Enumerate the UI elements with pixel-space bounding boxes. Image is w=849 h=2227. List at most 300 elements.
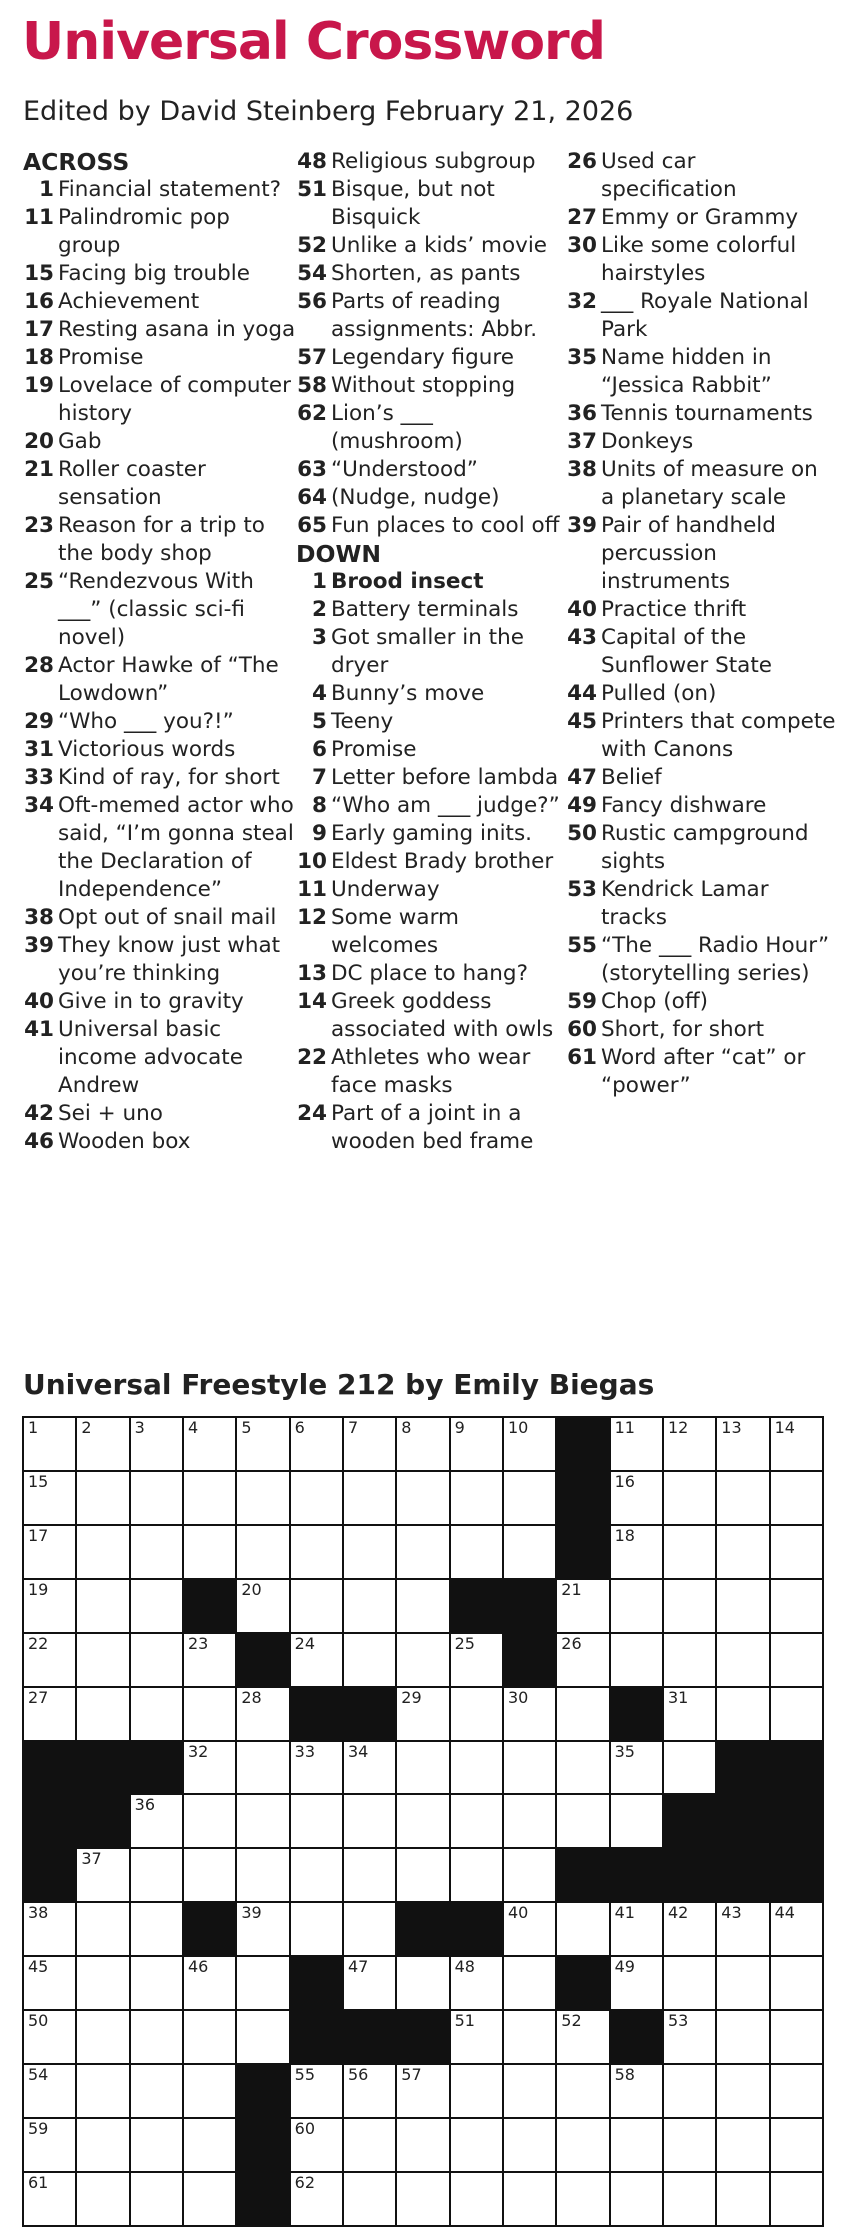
grid-cell[interactable] bbox=[291, 1742, 344, 1796]
grid-cell[interactable] bbox=[77, 2119, 130, 2173]
grid-cell[interactable] bbox=[131, 1849, 184, 1903]
grid-cell[interactable] bbox=[237, 1903, 290, 1957]
down-clue-7[interactable] bbox=[296, 764, 566, 792]
across-clue-15[interactable] bbox=[23, 260, 298, 288]
cell-number: 36 bbox=[134, 1795, 156, 1815]
grid-cell[interactable] bbox=[24, 1580, 77, 1634]
grid-cell[interactable] bbox=[451, 1418, 504, 1472]
grid-cell[interactable] bbox=[771, 1903, 824, 1957]
down-clue-22[interactable] bbox=[296, 1044, 566, 1100]
clue-column-2 bbox=[296, 148, 566, 1156]
down-clue-61[interactable] bbox=[566, 1044, 836, 1100]
grid-cell[interactable] bbox=[397, 2065, 450, 2119]
grid-cell[interactable] bbox=[131, 1795, 184, 1849]
across-clue-11[interactable] bbox=[23, 204, 298, 260]
across-clue-38[interactable] bbox=[23, 904, 298, 932]
grid-cell[interactable] bbox=[344, 1526, 397, 1580]
down-clue-27[interactable] bbox=[566, 204, 836, 232]
grid-cell[interactable] bbox=[664, 1472, 717, 1526]
down-clue-8[interactable] bbox=[296, 792, 566, 820]
grid-cell[interactable] bbox=[451, 2173, 504, 2227]
grid-cell[interactable] bbox=[451, 1526, 504, 1580]
grid-cell[interactable] bbox=[611, 1957, 664, 2011]
grid-cell[interactable] bbox=[664, 2173, 717, 2227]
grid-cell[interactable] bbox=[771, 2173, 824, 2227]
grid-cell[interactable] bbox=[184, 2173, 237, 2227]
grid-cell[interactable] bbox=[664, 2119, 717, 2173]
grid-cell[interactable] bbox=[451, 2065, 504, 2119]
clue-text: Reason for a trip to the body shop bbox=[58, 513, 265, 566]
across-clue-29[interactable] bbox=[23, 708, 298, 736]
grid-cell[interactable] bbox=[504, 1526, 557, 1580]
grid-cell[interactable] bbox=[771, 1634, 824, 1688]
grid-cell[interactable] bbox=[664, 1526, 717, 1580]
grid-cell[interactable] bbox=[451, 2011, 504, 2065]
grid-cell[interactable] bbox=[717, 2011, 770, 2065]
grid-cell[interactable] bbox=[397, 1795, 450, 1849]
down-clue-12[interactable] bbox=[296, 904, 566, 960]
grid-cell[interactable] bbox=[557, 1903, 610, 1957]
grid-cell[interactable] bbox=[611, 2119, 664, 2173]
down-clue-1[interactable] bbox=[296, 568, 566, 596]
grid-cell[interactable] bbox=[557, 1795, 610, 1849]
grid-cell[interactable] bbox=[24, 2065, 77, 2119]
grid-cell[interactable] bbox=[131, 1634, 184, 1688]
across-clue-33[interactable] bbox=[23, 764, 298, 792]
grid-cell[interactable] bbox=[771, 1957, 824, 2011]
grid-cell[interactable] bbox=[24, 1472, 77, 1526]
grid-cell[interactable] bbox=[771, 1526, 824, 1580]
grid-cell[interactable] bbox=[717, 2173, 770, 2227]
across-clue-28[interactable] bbox=[23, 652, 298, 708]
clue-text: Used car specification bbox=[601, 149, 737, 202]
down-clue-60[interactable] bbox=[566, 1016, 836, 1044]
grid-cell[interactable] bbox=[451, 1742, 504, 1796]
grid-cell[interactable] bbox=[291, 1795, 344, 1849]
grid-cell[interactable] bbox=[397, 1526, 450, 1580]
cell-number: 6 bbox=[294, 1418, 305, 1437]
grid-block bbox=[291, 2011, 344, 2065]
grid-cell[interactable] bbox=[77, 1903, 130, 1957]
grid-cell[interactable] bbox=[397, 1742, 450, 1796]
grid-cell[interactable] bbox=[131, 2065, 184, 2119]
grid-cell[interactable] bbox=[237, 1795, 290, 1849]
grid-cell[interactable] bbox=[504, 1742, 557, 1796]
grid-cell[interactable] bbox=[717, 1418, 770, 1472]
cell-number: 38 bbox=[28, 1903, 49, 1923]
grid-cell[interactable] bbox=[451, 1634, 504, 1688]
grid-cell[interactable] bbox=[24, 1634, 77, 1688]
grid-cell[interactable] bbox=[664, 1634, 717, 1688]
grid-cell[interactable] bbox=[664, 1580, 717, 1634]
clue-column-3 bbox=[566, 148, 836, 1100]
grid-cell[interactable] bbox=[504, 1418, 557, 1472]
grid-cell[interactable] bbox=[291, 2065, 344, 2119]
clue-number: 58 bbox=[297, 373, 327, 398]
grid-cell[interactable] bbox=[664, 2065, 717, 2119]
grid-cell[interactable] bbox=[77, 1580, 130, 1634]
across-clue-65[interactable] bbox=[296, 512, 566, 540]
down-clue-11[interactable] bbox=[296, 876, 566, 904]
grid-cell[interactable] bbox=[504, 1849, 557, 1903]
grid-cell[interactable] bbox=[611, 1526, 664, 1580]
grid-cell[interactable] bbox=[77, 2011, 130, 2065]
grid-cell[interactable] bbox=[344, 2119, 397, 2173]
grid-cell[interactable] bbox=[291, 2173, 344, 2227]
cell-number: 43 bbox=[721, 1903, 742, 1923]
down-clue-59[interactable] bbox=[566, 988, 836, 1016]
clue-text: Kendrick Lamar tracks bbox=[601, 877, 769, 930]
grid-cell[interactable] bbox=[184, 1849, 237, 1903]
grid-cell[interactable] bbox=[557, 1742, 610, 1796]
clue-text: Tennis tournaments bbox=[601, 401, 813, 426]
grid-cell[interactable] bbox=[184, 1634, 237, 1688]
grid-cell[interactable] bbox=[397, 1634, 450, 1688]
grid-cell[interactable] bbox=[24, 1526, 77, 1580]
grid-cell[interactable] bbox=[77, 1526, 130, 1580]
down-clue-26[interactable] bbox=[566, 148, 836, 204]
grid-cell[interactable] bbox=[291, 1634, 344, 1688]
grid-cell[interactable] bbox=[664, 1688, 717, 1742]
down-clue-14[interactable] bbox=[296, 988, 566, 1044]
grid-cell[interactable] bbox=[237, 1472, 290, 1526]
down-clue-36[interactable] bbox=[566, 400, 836, 428]
grid-cell[interactable] bbox=[717, 1634, 770, 1688]
down-clue-2[interactable] bbox=[296, 596, 566, 624]
down-clue-44[interactable] bbox=[566, 680, 836, 708]
clue-text: Promise bbox=[331, 737, 417, 762]
grid-cell[interactable] bbox=[291, 2119, 344, 2173]
cell-number: 31 bbox=[667, 1687, 689, 1707]
grid-cell[interactable] bbox=[344, 1742, 397, 1796]
grid-cell[interactable] bbox=[24, 2173, 77, 2227]
across-clue-56[interactable] bbox=[296, 288, 566, 344]
grid-cell[interactable] bbox=[717, 1580, 770, 1634]
grid-cell[interactable] bbox=[131, 1580, 184, 1634]
across-clue-63[interactable] bbox=[296, 456, 566, 484]
grid-cell[interactable] bbox=[344, 1903, 397, 1957]
across-clue-46[interactable] bbox=[23, 1128, 298, 1156]
down-clue-49[interactable] bbox=[566, 792, 836, 820]
grid-cell[interactable] bbox=[557, 1634, 610, 1688]
grid-cell[interactable] bbox=[24, 1957, 77, 2011]
grid-cell[interactable] bbox=[344, 2173, 397, 2227]
grid-cell[interactable] bbox=[184, 1957, 237, 2011]
grid-cell[interactable] bbox=[504, 1795, 557, 1849]
grid-cell[interactable] bbox=[184, 1795, 237, 1849]
grid-cell[interactable] bbox=[717, 1957, 770, 2011]
clue-number: 50 bbox=[567, 821, 597, 846]
across-clue-1[interactable] bbox=[23, 176, 298, 204]
grid-block bbox=[397, 1903, 450, 1957]
grid-block bbox=[504, 1580, 557, 1634]
grid-cell[interactable] bbox=[24, 2119, 77, 2173]
grid-cell[interactable] bbox=[557, 2119, 610, 2173]
grid-cell[interactable] bbox=[237, 1742, 290, 1796]
grid-cell[interactable] bbox=[237, 1526, 290, 1580]
grid-cell[interactable] bbox=[611, 2173, 664, 2227]
grid-cell[interactable] bbox=[184, 2011, 237, 2065]
grid-cell[interactable] bbox=[771, 2119, 824, 2173]
cell-number: 56 bbox=[347, 2065, 369, 2085]
grid-cell[interactable] bbox=[131, 1472, 184, 1526]
grid-cell[interactable] bbox=[77, 1957, 130, 2011]
across-clue-57[interactable] bbox=[296, 344, 566, 372]
grid-cell[interactable] bbox=[771, 1688, 824, 1742]
grid-cell[interactable] bbox=[504, 2119, 557, 2173]
grid-cell[interactable] bbox=[344, 1849, 397, 1903]
grid-cell[interactable] bbox=[611, 1903, 664, 1957]
grid-cell[interactable] bbox=[397, 1688, 450, 1742]
down-clue-5[interactable] bbox=[296, 708, 566, 736]
grid-cell[interactable] bbox=[557, 2065, 610, 2119]
grid-cell[interactable] bbox=[397, 2119, 450, 2173]
grid-cell[interactable] bbox=[77, 1688, 130, 1742]
grid-cell[interactable] bbox=[611, 1634, 664, 1688]
clue-number: 31 bbox=[24, 737, 54, 762]
clue-number: 28 bbox=[24, 653, 54, 678]
grid-cell[interactable] bbox=[184, 1688, 237, 1742]
across-clue-16[interactable] bbox=[23, 288, 298, 316]
grid-cell[interactable] bbox=[557, 2173, 610, 2227]
grid-cell[interactable] bbox=[344, 1634, 397, 1688]
grid-cell[interactable] bbox=[451, 1957, 504, 2011]
grid-cell[interactable] bbox=[344, 1580, 397, 1634]
grid-cell[interactable] bbox=[24, 1688, 77, 1742]
grid-cell[interactable] bbox=[131, 1903, 184, 1957]
grid-cell[interactable] bbox=[397, 1849, 450, 1903]
down-clue-45[interactable] bbox=[566, 708, 836, 764]
grid-cell[interactable] bbox=[77, 1418, 130, 1472]
grid-cell[interactable] bbox=[291, 1580, 344, 1634]
grid-cell[interactable] bbox=[131, 1418, 184, 1472]
grid-cell[interactable] bbox=[504, 2065, 557, 2119]
grid-cell[interactable] bbox=[184, 1742, 237, 1796]
grid-cell[interactable] bbox=[717, 1526, 770, 1580]
grid-cell[interactable] bbox=[451, 1795, 504, 1849]
down-clue-4[interactable] bbox=[296, 680, 566, 708]
grid-cell[interactable] bbox=[131, 2119, 184, 2173]
across-clue-51[interactable] bbox=[296, 176, 566, 232]
cell-number: 19 bbox=[28, 1579, 49, 1599]
grid-cell[interactable] bbox=[504, 1957, 557, 2011]
across-clue-21[interactable] bbox=[23, 456, 298, 512]
grid-cell[interactable] bbox=[77, 2173, 130, 2227]
grid-cell[interactable] bbox=[77, 2065, 130, 2119]
down-clue-43[interactable] bbox=[566, 624, 836, 680]
grid-cell[interactable] bbox=[291, 1472, 344, 1526]
grid-cell[interactable] bbox=[397, 1418, 450, 1472]
grid-block bbox=[611, 2011, 664, 2065]
down-clue-53[interactable] bbox=[566, 876, 836, 932]
down-clue-50[interactable] bbox=[566, 820, 836, 876]
grid-cell[interactable] bbox=[184, 1526, 237, 1580]
grid-cell[interactable] bbox=[184, 1472, 237, 1526]
down-clue-47[interactable] bbox=[566, 764, 836, 792]
across-clue-20[interactable] bbox=[23, 428, 298, 456]
clue-number: 38 bbox=[567, 457, 597, 482]
down-clue-35[interactable] bbox=[566, 344, 836, 400]
clue-number: 14 bbox=[297, 989, 327, 1014]
down-clue-37[interactable] bbox=[566, 428, 836, 456]
grid-cell[interactable] bbox=[344, 1472, 397, 1526]
across-clue-54[interactable] bbox=[296, 260, 566, 288]
clue-number: 32 bbox=[567, 289, 597, 314]
grid-cell[interactable] bbox=[771, 1472, 824, 1526]
grid-cell[interactable] bbox=[24, 1903, 77, 1957]
grid-cell[interactable] bbox=[397, 1580, 450, 1634]
grid-cell[interactable] bbox=[451, 2119, 504, 2173]
grid-cell[interactable] bbox=[504, 2011, 557, 2065]
clue-number: 27 bbox=[567, 205, 597, 230]
grid-cell[interactable] bbox=[131, 2173, 184, 2227]
down-clue-10[interactable] bbox=[296, 848, 566, 876]
cell-number: 46 bbox=[187, 1957, 209, 1977]
grid-cell[interactable] bbox=[24, 2011, 77, 2065]
down-clue-55[interactable] bbox=[566, 932, 836, 988]
grid-cell[interactable] bbox=[717, 1688, 770, 1742]
down-clue-38[interactable] bbox=[566, 456, 836, 512]
across-clue-64[interactable] bbox=[296, 484, 566, 512]
grid-cell[interactable] bbox=[237, 1580, 290, 1634]
clue-text: Oft-memed actor who said, “I’m gonna steal the Declaration of Independence” bbox=[58, 793, 294, 902]
down-clue-3[interactable] bbox=[296, 624, 566, 680]
clue-text: Financial statement? bbox=[58, 177, 282, 202]
down-clue-39[interactable] bbox=[566, 512, 836, 596]
down-clue-24[interactable] bbox=[296, 1100, 566, 1156]
grid-cell[interactable] bbox=[771, 1418, 824, 1472]
grid-cell[interactable] bbox=[611, 1472, 664, 1526]
down-clue-6[interactable] bbox=[296, 736, 566, 764]
grid-cell[interactable] bbox=[291, 1418, 344, 1472]
grid-cell[interactable] bbox=[184, 2119, 237, 2173]
grid-cell[interactable] bbox=[397, 1472, 450, 1526]
grid-cell[interactable] bbox=[557, 1580, 610, 1634]
grid-cell[interactable] bbox=[664, 1418, 717, 1472]
grid-cell[interactable] bbox=[717, 1472, 770, 1526]
grid-cell[interactable] bbox=[717, 1903, 770, 1957]
grid-cell[interactable] bbox=[237, 1688, 290, 1742]
grid-cell[interactable] bbox=[184, 2065, 237, 2119]
grid-cell[interactable] bbox=[771, 2011, 824, 2065]
across-clue-40[interactable] bbox=[23, 988, 298, 1016]
grid-cell[interactable] bbox=[504, 1688, 557, 1742]
across-clue-39[interactable] bbox=[23, 932, 298, 988]
clue-number: 36 bbox=[567, 401, 597, 426]
across-clue-18[interactable] bbox=[23, 344, 298, 372]
grid-block bbox=[557, 1957, 610, 2011]
grid-cell[interactable] bbox=[131, 2011, 184, 2065]
grid-cell[interactable] bbox=[77, 1849, 130, 1903]
across-clue-34[interactable] bbox=[23, 792, 298, 904]
across-clue-23[interactable] bbox=[23, 512, 298, 568]
grid-cell[interactable] bbox=[77, 1472, 130, 1526]
grid-cell[interactable] bbox=[291, 1903, 344, 1957]
grid-cell[interactable] bbox=[131, 1688, 184, 1742]
grid-cell[interactable] bbox=[237, 2011, 290, 2065]
cell-number: 25 bbox=[454, 1633, 475, 1653]
grid-cell[interactable] bbox=[131, 1526, 184, 1580]
grid-cell[interactable] bbox=[611, 2065, 664, 2119]
grid-cell[interactable] bbox=[344, 1418, 397, 1472]
grid-cell[interactable] bbox=[24, 1418, 77, 1472]
grid-cell[interactable] bbox=[131, 1957, 184, 2011]
grid-cell[interactable] bbox=[664, 1742, 717, 1796]
grid-cell[interactable] bbox=[237, 1418, 290, 1472]
across-clue-58[interactable] bbox=[296, 372, 566, 400]
grid-cell[interactable] bbox=[344, 2065, 397, 2119]
grid-block bbox=[24, 1742, 77, 1796]
grid-cell[interactable] bbox=[451, 1688, 504, 1742]
clue-text: Greek goddess associated with owls bbox=[331, 989, 554, 1042]
grid-cell[interactable] bbox=[397, 1957, 450, 2011]
grid-cell[interactable] bbox=[451, 1849, 504, 1903]
grid-cell[interactable] bbox=[664, 1957, 717, 2011]
down-clue-32[interactable] bbox=[566, 288, 836, 344]
grid-cell[interactable] bbox=[504, 2173, 557, 2227]
down-clue-40[interactable] bbox=[566, 596, 836, 624]
grid-cell[interactable] bbox=[344, 1957, 397, 2011]
grid-cell[interactable] bbox=[771, 1580, 824, 1634]
grid-cell[interactable] bbox=[771, 2065, 824, 2119]
cell-number: 59 bbox=[28, 2118, 49, 2138]
grid-cell[interactable] bbox=[504, 1472, 557, 1526]
clue-text: Chop (off) bbox=[601, 989, 709, 1014]
across-clue-25[interactable] bbox=[23, 568, 298, 652]
grid-cell[interactable] bbox=[237, 1957, 290, 2011]
across-clue-17[interactable] bbox=[23, 316, 298, 344]
grid-cell[interactable] bbox=[611, 1418, 664, 1472]
grid-cell[interactable] bbox=[611, 1742, 664, 1796]
grid-cell[interactable] bbox=[557, 1688, 610, 1742]
grid-cell[interactable] bbox=[611, 1580, 664, 1634]
cell-number: 5 bbox=[241, 1418, 252, 1437]
grid-cell[interactable] bbox=[611, 1795, 664, 1849]
clue-text: Athletes who wear face masks bbox=[331, 1045, 531, 1098]
grid-cell[interactable] bbox=[664, 2011, 717, 2065]
clue-number: 51 bbox=[297, 177, 327, 202]
grid-cell[interactable] bbox=[77, 1634, 130, 1688]
across-clue-62[interactable] bbox=[296, 400, 566, 456]
clue-number: 15 bbox=[24, 261, 54, 286]
grid-cell[interactable] bbox=[397, 2173, 450, 2227]
down-clue-13[interactable] bbox=[296, 960, 566, 988]
across-clue-31[interactable] bbox=[23, 736, 298, 764]
grid-cell[interactable] bbox=[717, 2119, 770, 2173]
grid-cell[interactable] bbox=[291, 1849, 344, 1903]
grid-cell[interactable] bbox=[504, 1903, 557, 1957]
grid-cell[interactable] bbox=[717, 2065, 770, 2119]
across-clue-41[interactable] bbox=[23, 1016, 298, 1100]
clue-text: Roller coaster sensation bbox=[58, 457, 206, 510]
across-clue-19[interactable] bbox=[23, 372, 298, 428]
across-clue-48[interactable] bbox=[296, 148, 566, 176]
grid-cell[interactable] bbox=[344, 1795, 397, 1849]
across-clue-52[interactable] bbox=[296, 232, 566, 260]
grid-cell[interactable] bbox=[291, 1526, 344, 1580]
grid-cell[interactable] bbox=[451, 1472, 504, 1526]
down-clue-30[interactable] bbox=[566, 232, 836, 288]
across-clue-42[interactable] bbox=[23, 1100, 298, 1128]
cell-number: 4 bbox=[187, 1418, 199, 1437]
cell-number: 44 bbox=[774, 1903, 795, 1923]
clue-text: Emmy or Grammy bbox=[601, 205, 799, 230]
grid-cell[interactable] bbox=[557, 2011, 610, 2065]
grid-cell[interactable] bbox=[664, 1903, 717, 1957]
grid-cell[interactable] bbox=[184, 1418, 237, 1472]
grid-cell[interactable] bbox=[237, 1849, 290, 1903]
down-clue-9[interactable] bbox=[296, 820, 566, 848]
